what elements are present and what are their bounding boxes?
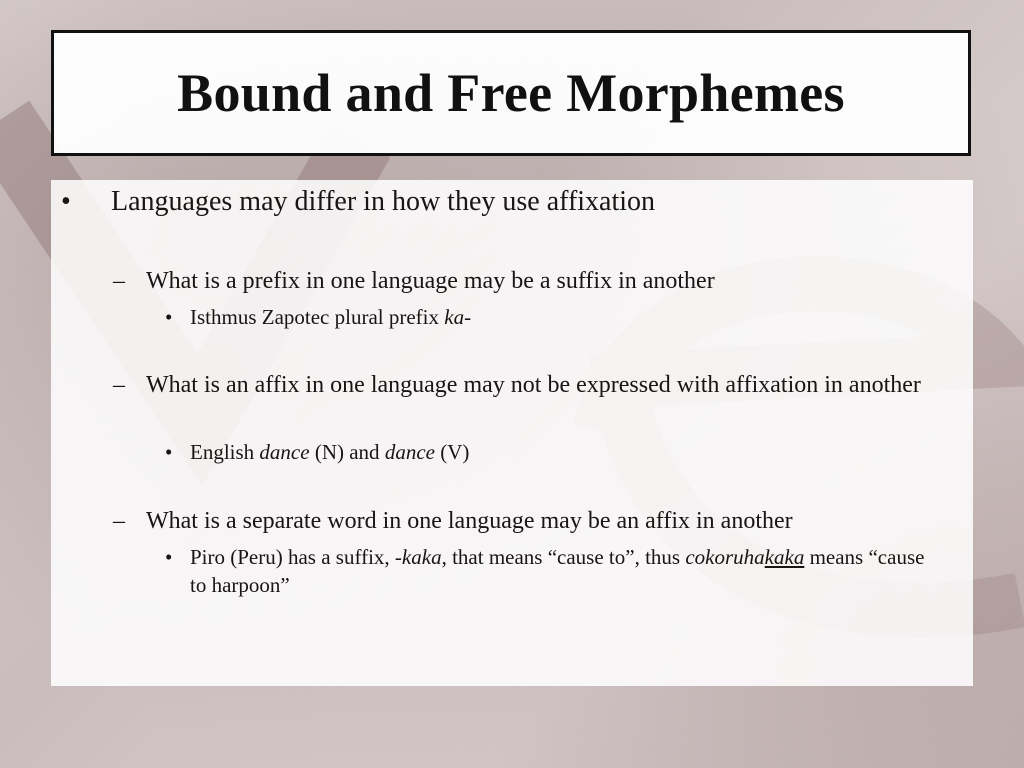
sub-point-2-text: What is an affix in one language may not be expressed with affixation in another [146, 372, 921, 398]
dash-icon: – [113, 508, 125, 534]
bullet-icon: • [165, 545, 173, 569]
example-3-part: Piro (Peru) has a suffix, - [190, 545, 402, 569]
example-3-part: , that means “cause to”, thus [441, 545, 686, 569]
bullet-icon: • [61, 186, 71, 217]
example-3-italic: cokoruha [685, 545, 765, 569]
example-1-plain: Isthmus Zapotec plural prefix [190, 305, 445, 329]
example-2-part: (V) [434, 440, 470, 464]
sub-point-2 [113, 370, 963, 401]
bullet-icon: • [165, 440, 173, 464]
example-1 [165, 303, 945, 331]
example-1-suffix: - [464, 305, 472, 329]
main-bullet-text: Languages may differ in how they use affixation [111, 186, 656, 217]
dash-icon: – [113, 268, 125, 294]
example-1-italic: ka [444, 305, 465, 329]
example-2-italic: dance [384, 440, 435, 464]
bullet-icon: • [165, 305, 173, 329]
example-2 [165, 438, 945, 466]
example-1-text [190, 303, 945, 331]
example-3-underlined: kaka [764, 545, 805, 569]
example-2-part: (N) and [309, 440, 385, 464]
slide-content [51, 180, 973, 686]
sub-point-1-text: What is a prefix in one language may be a suffix in another [146, 268, 715, 294]
example-2-part: English [190, 440, 260, 464]
example-3-italic: kaka [401, 545, 442, 569]
example-3 [165, 543, 945, 599]
example-2-text [190, 438, 945, 466]
example-3-part: means “cause to harpoon” [190, 545, 925, 597]
example-2-italic: dance [259, 440, 310, 464]
sub-point-3 [113, 506, 963, 537]
example-3-text [190, 543, 945, 599]
dash-icon: – [113, 372, 125, 398]
slide-title-box [51, 30, 971, 156]
sub-point-1 [113, 266, 963, 297]
slide-title: Bound and Free Morphemes [177, 63, 845, 123]
sub-point-3-text: What is a separate word in one language may be an affix in another [146, 508, 793, 534]
